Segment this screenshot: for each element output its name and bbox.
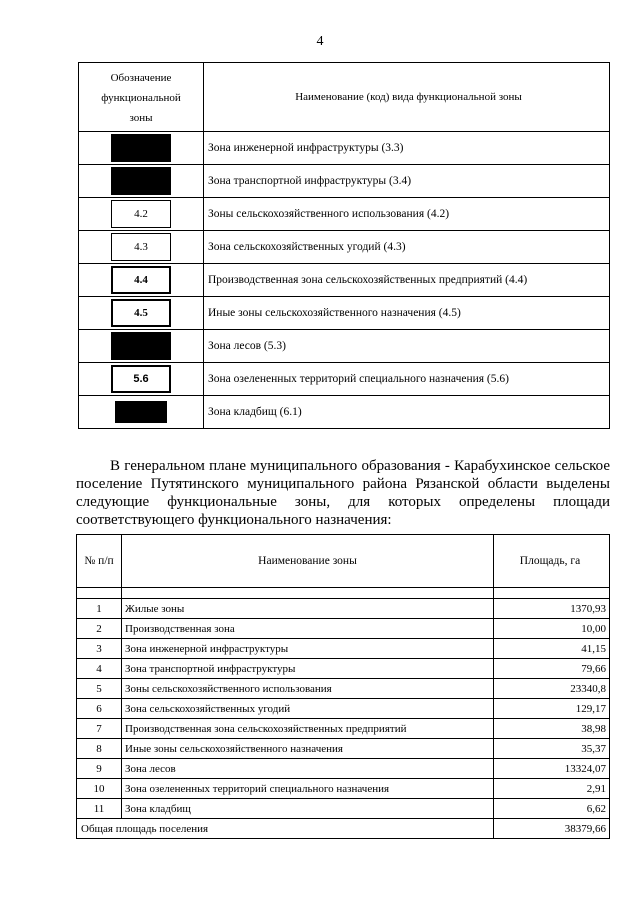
legend-zone-name: Иные зоны сельскохозяйственного назначения (4.5) <box>204 297 610 330</box>
zone-areas-table <box>76 534 610 839</box>
row-area: 79,66 <box>494 659 610 679</box>
zone-swatch-4-2: 4.2 <box>111 200 171 228</box>
total-area: 38379,66 <box>494 819 610 839</box>
zone-swatch-4-4: 4.4 <box>111 266 171 294</box>
legend-zone-name: Зона кладбищ (6.1) <box>204 396 610 429</box>
row-area: 35,37 <box>494 739 610 759</box>
legend-header-line: функциональной <box>101 92 181 104</box>
row-area: 2,91 <box>494 779 610 799</box>
legend-row <box>79 165 610 198</box>
table-row <box>77 739 610 759</box>
row-area: 129,17 <box>494 699 610 719</box>
table-row <box>77 779 610 799</box>
row-zone-name: Зона озелененных территорий специального назначения <box>122 779 494 799</box>
row-area: 13324,07 <box>494 759 610 779</box>
zone-swatch-4-5: 4.5 <box>111 299 171 327</box>
row-num: 1 <box>77 599 122 619</box>
table-row <box>77 719 610 739</box>
row-num: 5 <box>77 679 122 699</box>
zone-swatch-3-3 <box>111 134 171 162</box>
table-row <box>77 799 610 819</box>
row-zone-name: Зоны сельскохозяйственного использования <box>122 679 494 699</box>
zone-swatch-3-4 <box>111 167 171 195</box>
legend-row <box>79 396 610 429</box>
paragraph-line: соответствующего функционального назначения: <box>76 512 392 528</box>
legend-row <box>79 363 610 396</box>
legend-table <box>78 62 610 429</box>
table-row <box>77 639 610 659</box>
row-area: 38,98 <box>494 719 610 739</box>
legend-zone-name: Зона лесов (5.3) <box>204 330 610 363</box>
table-row <box>77 659 610 679</box>
legend-header-designation <box>79 63 204 132</box>
row-area: 41,15 <box>494 639 610 659</box>
legend-zone-name: Зоны сельскохозяйственного использования (4.2) <box>204 198 610 231</box>
areas-header-row <box>77 535 610 588</box>
legend-row <box>79 264 610 297</box>
row-num: 8 <box>77 739 122 759</box>
row-num: 4 <box>77 659 122 679</box>
legend-zone-name: Зона сельскохозяйственных угодий (4.3) <box>204 231 610 264</box>
row-num: 10 <box>77 779 122 799</box>
zone-swatch-4-3: 4.3 <box>111 233 171 261</box>
legend-row <box>79 297 610 330</box>
row-zone-name: Зона кладбищ <box>122 799 494 819</box>
legend-row <box>79 231 610 264</box>
row-zone-name: Иные зоны сельскохозяйственного назначения <box>122 739 494 759</box>
paragraph-line: следующие функциональные зоны, для которых определены площади <box>76 494 610 510</box>
row-num: 3 <box>77 639 122 659</box>
legend-zone-name: Зона транспортной инфраструктуры (3.4) <box>204 165 610 198</box>
row-area: 1370,93 <box>494 599 610 619</box>
legend-row <box>79 198 610 231</box>
legend-zone-name: Зона инженерной инфраструктуры (3.3) <box>204 132 610 165</box>
legend-zone-name: Производственная зона сельскохозяйственных предприятий (4.4) <box>204 264 610 297</box>
legend-zone-name: Зона озелененных территорий специального назначения (5.6) <box>204 363 610 396</box>
row-area: 23340,8 <box>494 679 610 699</box>
row-zone-name: Производственная зона сельскохозяйственных предприятий <box>122 719 494 739</box>
legend-header-line: Обозначение <box>110 72 172 84</box>
row-zone-name: Производственная зона <box>122 619 494 639</box>
header-area: Площадь, га <box>494 535 610 588</box>
zone-swatch-5-6: 5.6 <box>111 365 171 393</box>
total-label: Общая площадь поселения <box>77 819 494 839</box>
zone-swatch-5-3 <box>111 332 171 360</box>
legend-row <box>79 330 610 363</box>
row-num: 7 <box>77 719 122 739</box>
row-num: 6 <box>77 699 122 719</box>
paragraph-line: В генеральном плане муниципального образования - Карабухинское сельское <box>110 458 610 474</box>
intro-paragraph <box>76 457 610 529</box>
row-zone-name: Зона лесов <box>122 759 494 779</box>
zone-swatch-6-1 <box>115 401 167 423</box>
row-zone-name: Зона инженерной инфраструктуры <box>122 639 494 659</box>
table-row <box>77 619 610 639</box>
legend-header-zone-name: Наименование (код) вида функциональной зоны <box>204 63 610 132</box>
table-row <box>77 599 610 619</box>
header-num: № п/п <box>77 535 122 588</box>
header-zone-name: Наименование зоны <box>122 535 494 588</box>
legend-row <box>79 132 610 165</box>
legend-header-line: зоны <box>129 112 153 124</box>
row-area: 10,00 <box>494 619 610 639</box>
total-row <box>77 819 610 839</box>
row-zone-name: Жилые зоны <box>122 599 494 619</box>
legend-header-row <box>79 63 610 132</box>
row-zone-name: Зона транспортной инфраструктуры <box>122 659 494 679</box>
header-spacer-row <box>77 588 610 599</box>
table-row <box>77 759 610 779</box>
table-row <box>77 699 610 719</box>
row-num: 11 <box>77 799 122 819</box>
row-area: 6,62 <box>494 799 610 819</box>
row-zone-name: Зона сельскохозяйственных угодий <box>122 699 494 719</box>
paragraph-line: поселение Путятинского муниципального района Рязанской области выделены <box>76 476 610 492</box>
row-num: 2 <box>77 619 122 639</box>
page-number: 4 <box>316 34 324 49</box>
table-row <box>77 679 610 699</box>
row-num: 9 <box>77 759 122 779</box>
